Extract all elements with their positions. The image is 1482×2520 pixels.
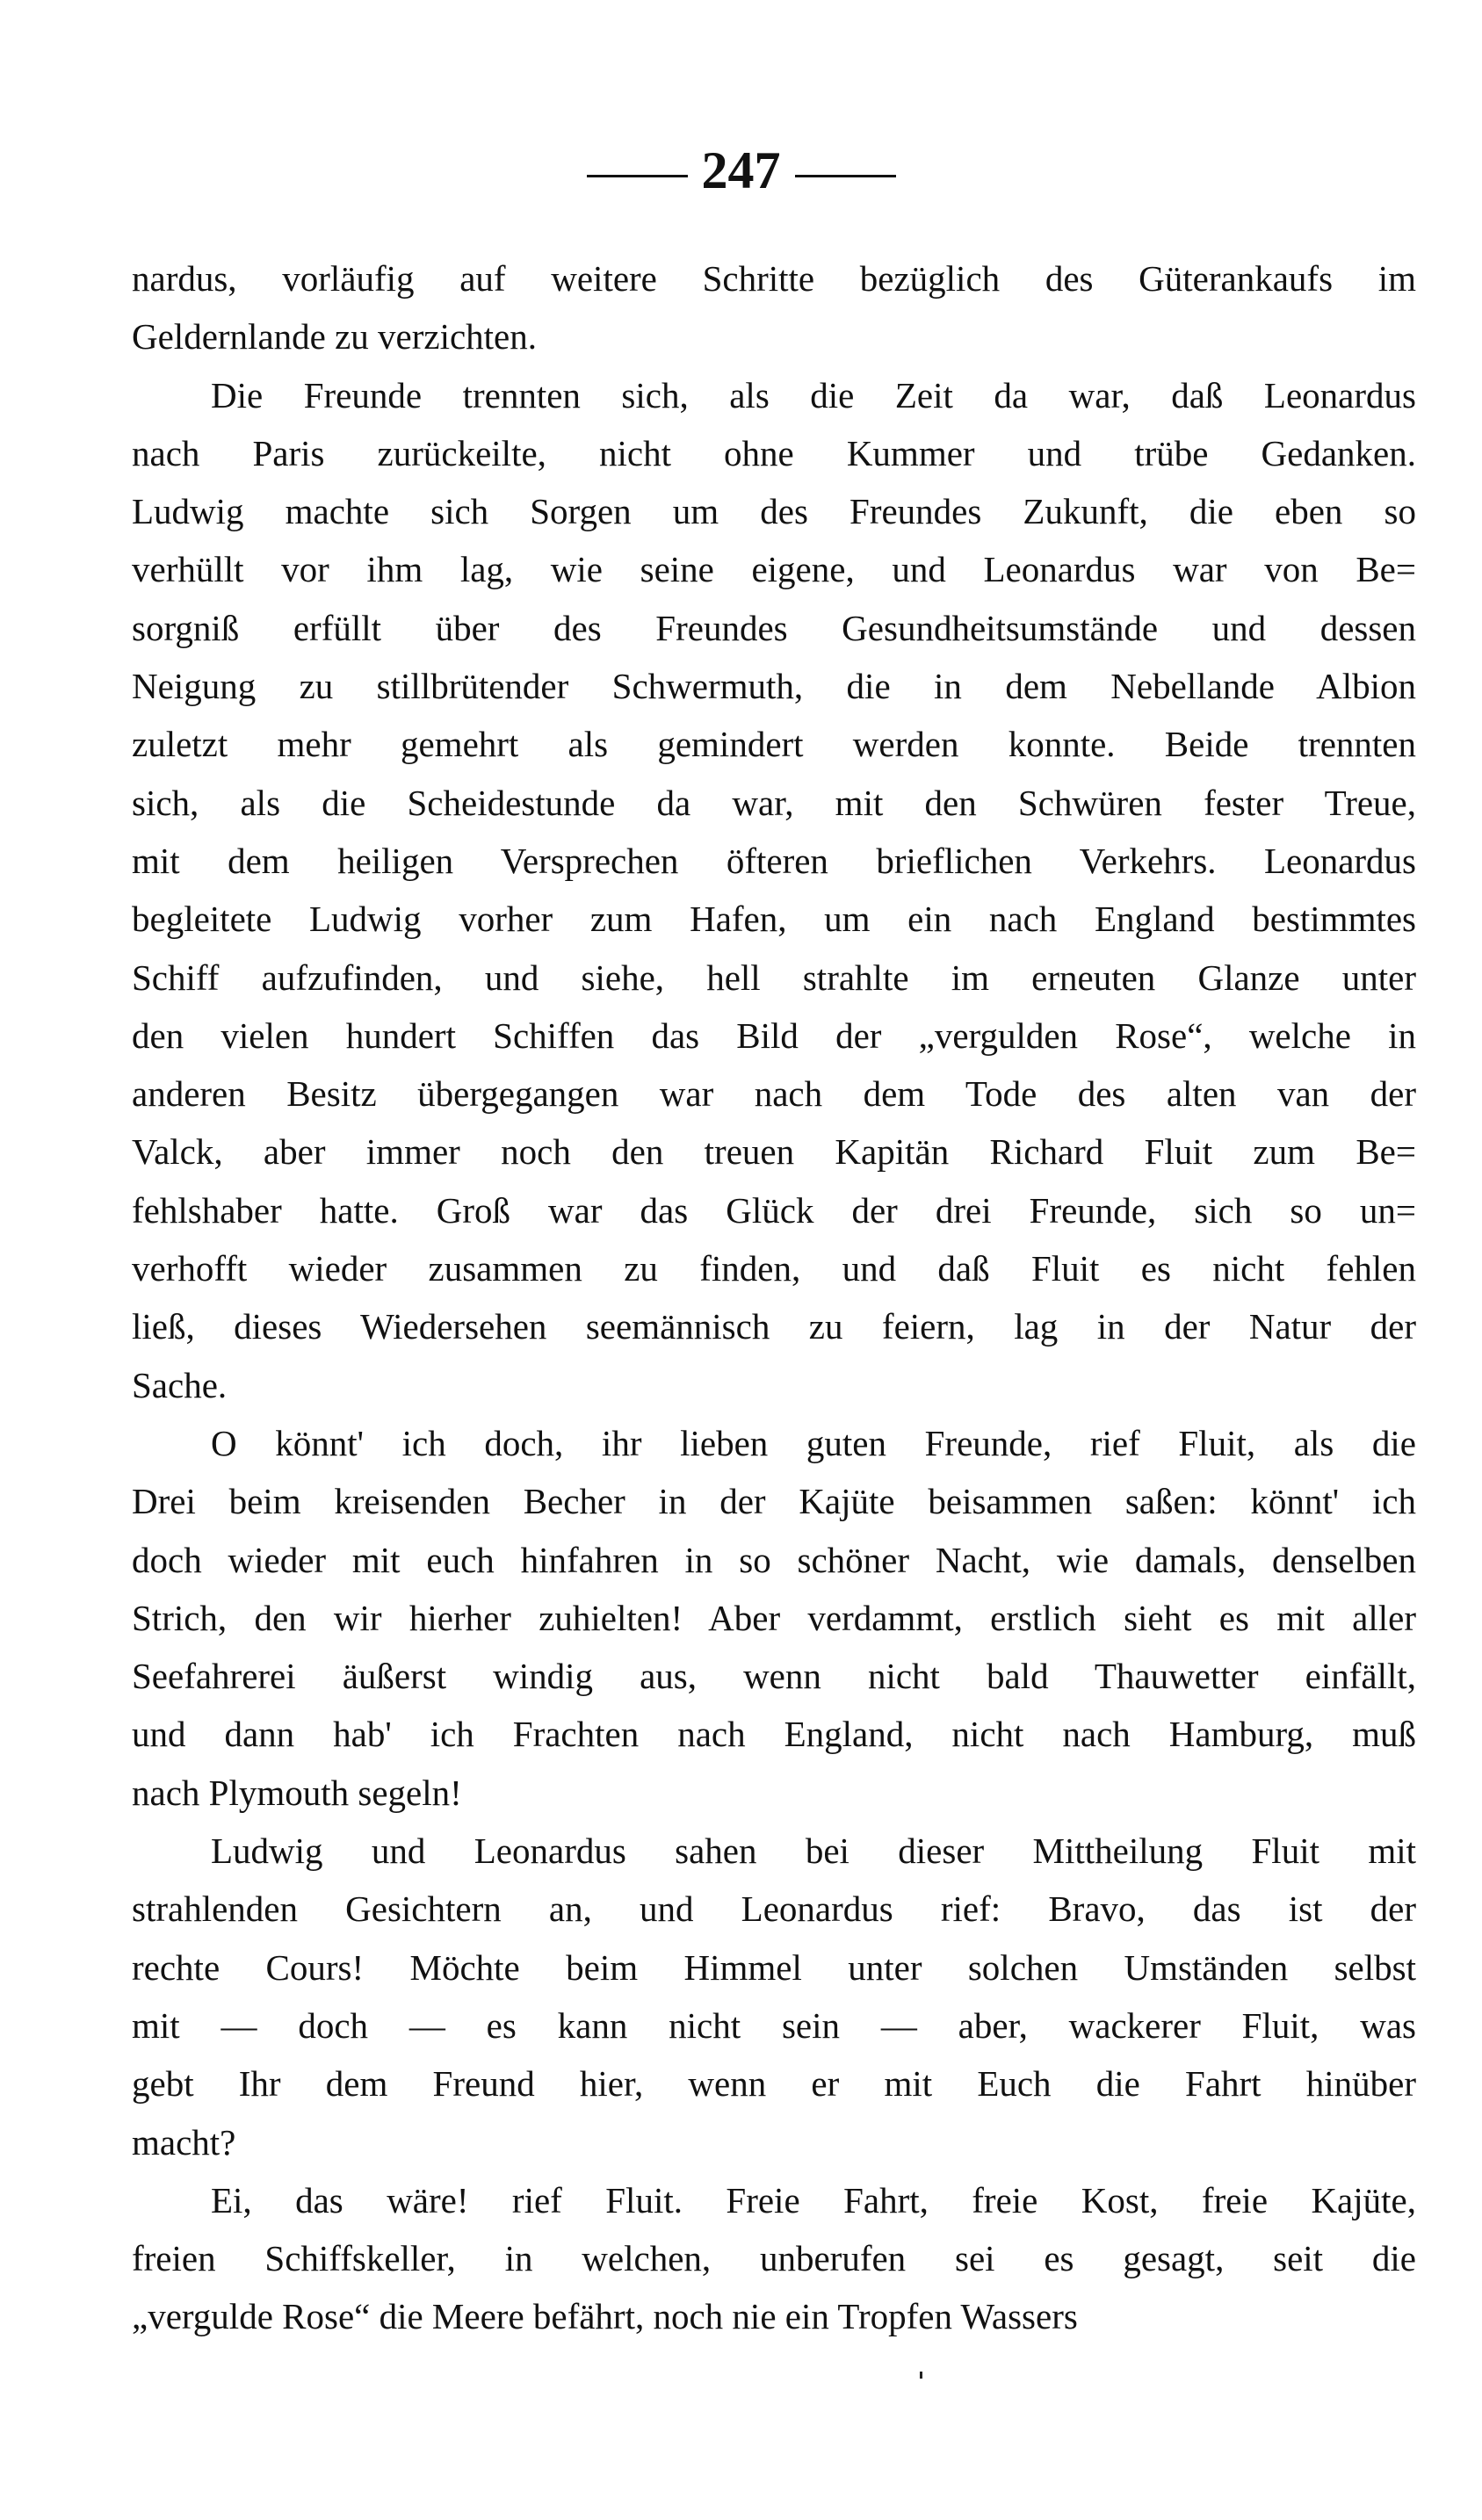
text-line: freien Schiffskeller, in welchen, unberufen sei es gesagt, seit die [132,2238,1416,2279]
text-line: mit — doch — es kann nicht sein — aber, wackerer Fluit, was [132,2004,1416,2046]
text-line: anderen Besitz übergegangen war nach dem Tode des alten van der [132,1073,1416,1115]
text-line: Schiff aufzufinden, und siehe, hell strahlte im erneuten Glanze unter [132,957,1416,998]
text-line: ließ, dieses Wiedersehen seemännisch zu feiern, lag in der Natur der [132,1306,1416,1347]
text-line: Valck, aber immer noch den treuen Kapitän Richard Fluit zum Be= [132,1131,1416,1173]
text-line: gebt Ihr dem Freund hier, wenn er mit Euch die Fahrt hinüber [132,2063,1416,2105]
text-line: Strich, den wir hierher zuhielten! Aber verdammt, erstlich sieht es mit aller [132,1597,1416,1638]
text-line: „vergulde Rose“ die Meere befährt, noch nie ein Tropfen Wassers [132,2296,1078,2337]
page-number-text: 247 [701,141,781,199]
text-line: Drei beim kreisenden Becher in der Kajüte beisammen saßen: könnt' ich [132,1481,1416,1522]
text-line: nardus, vorläufig auf weitere Schritte bezüglich des Güterankaufs im [132,258,1416,299]
text-line: verhüllt vor ihm lag, wie seine eigene, und Leonardus war von Be= [132,549,1416,590]
page-number [0,141,1482,201]
body-text [132,249,1416,2346]
text-line: macht? [132,2121,236,2163]
text-line: O könnt' ich doch, ihr lieben guten Freunde, rief Fluit, als die [211,1422,1416,1463]
text-line: Sache. [132,1364,228,1405]
text-line: zuletzt mehr gemehrt als gemindert werden konnte. Beide trennten [132,724,1416,765]
text-line: Ludwig machte sich Sorgen um des Freundes Zukunft, die eben so [132,491,1416,532]
text-line: strahlenden Gesichtern an, und Leonardus rief: Bravo, das ist der [132,1888,1416,1930]
scan-speck [920,2372,922,2379]
text-line: und dann hab' ich Frachten nach England, nicht nach Hamburg, muß [132,1714,1416,1755]
text-line: Geldernlande zu verzichten. [132,316,538,357]
text-line: nach Plymouth segeln! [132,1772,462,1813]
text-line: verhofft wieder zusammen zu finden, und daß Fluit es nicht fehlen [132,1248,1416,1289]
text-line: doch wieder mit euch hinfahren in so schöner Nacht, wie damals, denselben [132,1539,1416,1580]
text-line: Die Freunde trennten sich, als die Zeit da war, daß Leonardus [211,374,1416,415]
page-number-dash-right [795,175,896,177]
text-line: sich, als die Scheidestunde da war, mit den Schwüren fester Treue, [132,782,1416,823]
text-line: sorgniß erfüllt über des Freundes Gesundheitsumstände und dessen [132,607,1416,648]
text-line: Seefahrerei äußerst windig aus, wenn nicht bald Thauwetter einfällt, [132,1656,1416,1697]
text-line: den vielen hundert Schiffen das Bild der „vergulden Rose“, welche in [132,1014,1416,1056]
text-line: Ludwig und Leonardus sahen bei dieser Mittheilung Fluit mit [211,1830,1416,1872]
text-line: begleitete Ludwig vorher zum Hafen, um ein nach England bestimmtes [132,899,1416,940]
text-line: fehlshaber hatte. Groß war das Glück der drei Freunde, sich so un= [132,1189,1416,1231]
page-number-dash-left [587,175,688,177]
text-line: mit dem heiligen Versprechen öfteren brieflichen Verkehrs. Leonardus [132,840,1416,881]
text-line: Ei, das wäre! rief Fluit. Freie Fahrt, freie Kost, freie Kajüte, [211,2179,1416,2220]
text-line: Neigung zu stillbrütender Schwermuth, die in dem Nebellande Albion [132,666,1416,707]
text-line: rechte Cours! Möchte beim Himmel unter solchen Umständen selbst [132,1946,1416,1988]
text-line: nach Paris zurückeilte, nicht ohne Kummer und trübe Gedanken. [132,432,1416,473]
